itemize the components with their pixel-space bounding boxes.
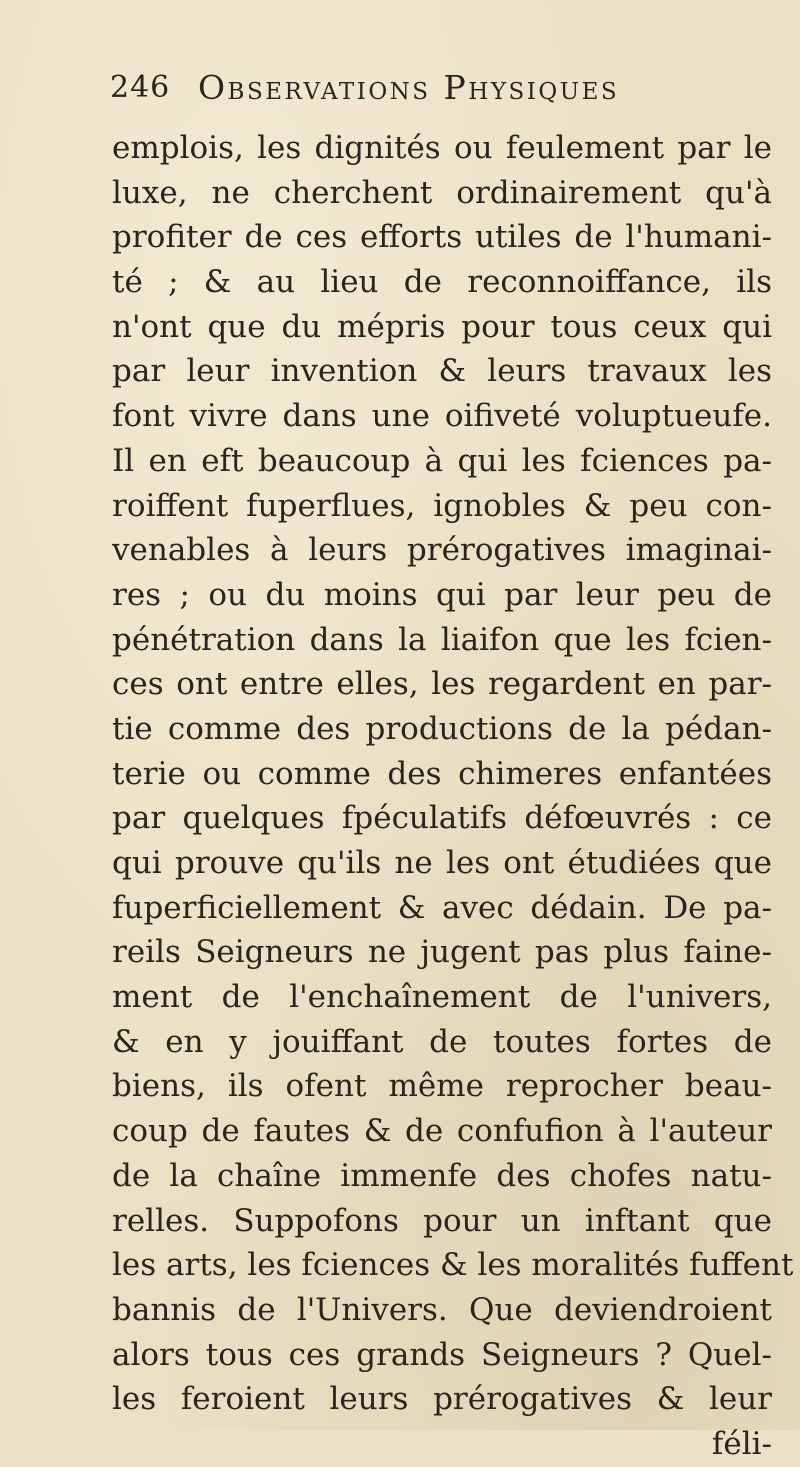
running-head [110,66,770,110]
text-line: res ; ou du moins qui par leur peu de [112,576,772,613]
text-line: par leur invention & leurs travaux les [112,353,772,390]
text-line: emplois, les dignités ou feulement par le [112,130,772,166]
text-line: biens, ils ofent même reprocher beau- [112,1068,772,1105]
text-line: terie ou comme des chimeres enfantées [112,755,772,792]
text-line: ces ont entre elles, les regardent en par- [112,666,772,703]
text-line: & en y jouiffant de toutes fortes de [112,1023,772,1060]
page-number: 246 [110,70,171,105]
text-line: fuperficiellement & avec dédain. De pa- [112,889,772,926]
text-line: ment de l'enchaînement de l'univers, [112,979,772,1016]
text-line: roiffent fuperflues, ignobles & peu con- [112,487,772,524]
text-line: les feroient leurs prérogatives & leur [112,1381,772,1418]
text-line: coup de fautes & de confufion à l'auteur [112,1113,772,1150]
text-line: par quelques fpéculatifs défœuvrés : ce [112,800,772,837]
text-line: luxe, ne cherchent ordinairement qu'à [112,174,772,211]
text-line: tie comme des productions de la pédan- [112,710,772,747]
running-title: Observations Physiques [198,68,620,107]
text-line: alors tous ces grands Seigneurs ? Quel- [112,1336,772,1373]
text-line: qui prouve qu'ils ne les ont étudiées que [112,845,772,881]
text-line: pénétration dans la liaifon que les fcien- [112,621,772,658]
text-line: relles. Suppofons pour un inftant que [112,1202,772,1239]
text-line: profiter de ces efforts utiles de l'humani- [112,219,772,256]
text-line: n'ont que du mépris pour tous ceux qui [112,308,772,345]
text-line: venables à leurs prérogatives imaginai- [112,532,772,569]
text-line: font vivre dans une oifiveté voluptueufe. [112,398,772,435]
text-line: bannis de l'Univers. Que deviendroient [112,1291,772,1328]
text-line: reils Seigneurs ne jugent pas plus faine- [112,934,772,971]
text-line: de la chaîne immenfe des chofes natu- [112,1157,772,1194]
text-line: té ; & au lieu de reconnoiffance, ils [112,264,772,301]
text-line: les arts, les fciences & les moralités fuffent [112,1247,794,1284]
catchword: féli- [711,1425,772,1462]
text-line: Il en eft beaucoup à qui les fciences pa- [112,442,772,479]
body-text [112,126,794,1467]
